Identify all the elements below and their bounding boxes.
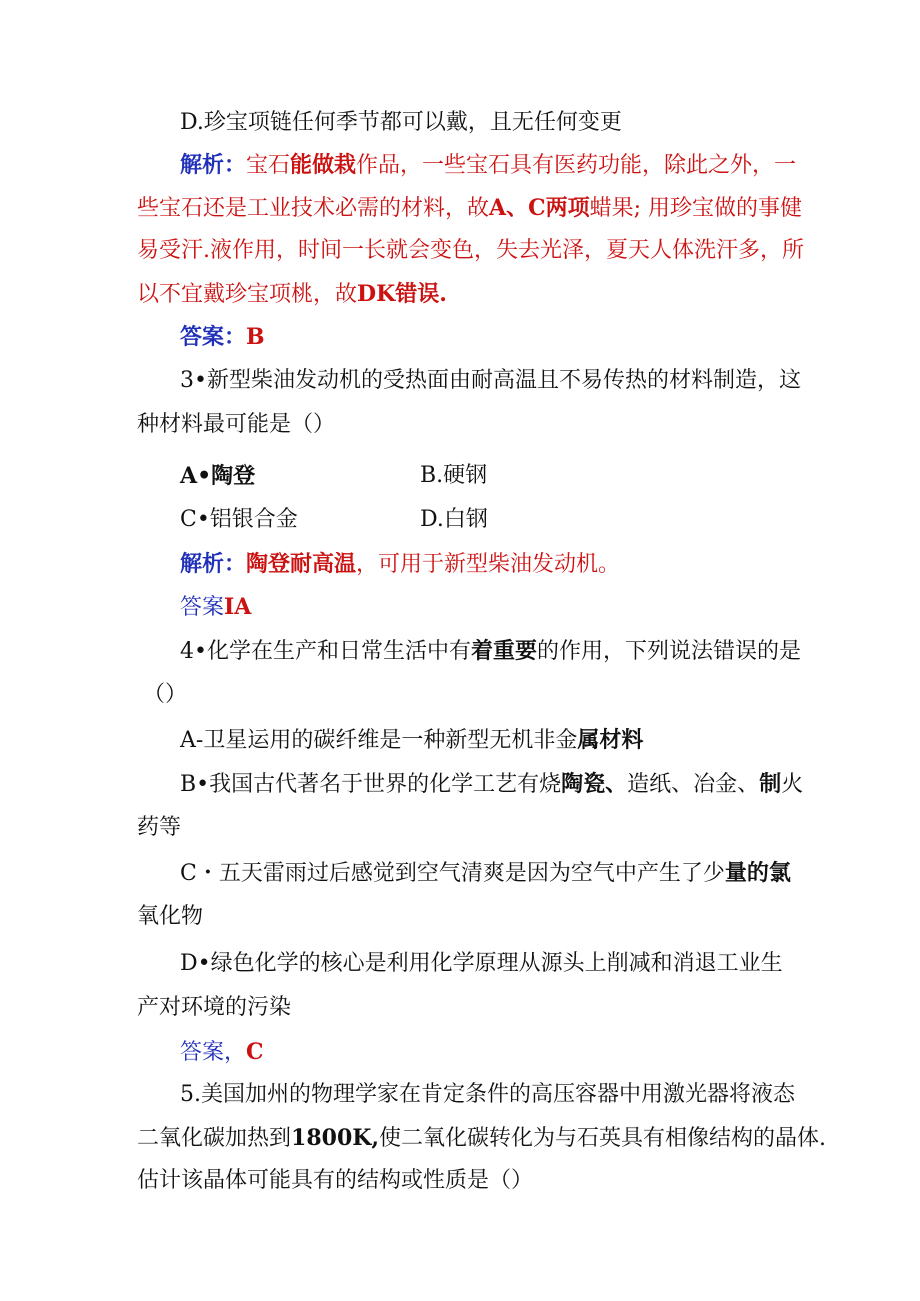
q2-analysis-line-1: 解析：宝石能做栽作品，一些宝石具有医药功能，除此之外，一 bbox=[180, 152, 797, 178]
q4-option-d-line-2: 产对环境的污染 bbox=[137, 995, 292, 1020]
q3-option-c: C•铝银合金 bbox=[180, 507, 298, 532]
q3-option-d: D.白钢 bbox=[420, 507, 488, 532]
q5-stem-line-1: 5.美国加州的物理学家在肯定条件的高压容器中用激光器将液态 bbox=[180, 1082, 795, 1107]
q4-stem-line-2: （） bbox=[143, 682, 188, 707]
q2-answer bbox=[180, 322, 265, 352]
q4-option-b-line-2: 药等 bbox=[137, 815, 182, 840]
q4-option-a: A-卫星运用的碳纤维是一种新型无机非金属材料 bbox=[180, 727, 644, 753]
analysis-label: 解析： bbox=[180, 152, 247, 178]
q4-stem-line-1: 4•化学在生产和日常生活中有着重要的作用，下列说法错误的是 bbox=[180, 638, 802, 664]
answer-value: C bbox=[246, 1039, 264, 1065]
q4-option-d-line-1: D•绿色化学的核心是利用化学原理从源头上削减和消退工业生 bbox=[180, 951, 783, 976]
q3-answer bbox=[180, 592, 251, 622]
q4-option-c-line-2: 氧化物 bbox=[137, 904, 204, 929]
q2-analysis-line-4: 以不宜戴珍宝项桃，故DK错误. bbox=[137, 281, 447, 307]
q5-stem-line-3: 估计该晶体可能具有的结构或性质是（） bbox=[137, 1168, 534, 1193]
analysis-label: 解析： bbox=[180, 551, 247, 577]
q4-option-b-line-1: B•我国古代著名于世界的化学工艺有烧陶瓷、造纸、冶金、制火 bbox=[180, 771, 804, 797]
q4-option-c-line-1: C・五天雷雨过后感觉到空气清爽是因为空气中产生了少量的氯 bbox=[180, 860, 791, 886]
q3-option-b: B.硬钢 bbox=[420, 463, 488, 488]
answer-label: 答案， bbox=[180, 1040, 247, 1065]
answer-label: 答案： bbox=[180, 324, 247, 350]
q3-stem-line-1: 3•新型柴油发动机的受热面由耐高温且不易传热的材料制造，这 bbox=[180, 368, 801, 393]
answer-value: B bbox=[246, 324, 265, 350]
q3-stem-line-2: 种材料最可能是（） bbox=[137, 412, 336, 437]
q2-analysis-line-2: 些宝石还是工业技术必需的材料，故A、C两项蜡果; 用珍宝做的事健 bbox=[137, 195, 803, 221]
q4-answer bbox=[180, 1037, 264, 1067]
q2-option-d: D.珍宝项链任何季节都可以戴，且无任何变更 bbox=[180, 110, 622, 135]
answer-value: IA bbox=[224, 594, 252, 620]
q5-stem-line-2: 二氧化碳加热到1800K,使二氧化碳转化为与石英具有相像结构的晶体. bbox=[137, 1125, 827, 1151]
q2-analysis-line-3: 易受汗.液作用，时间一长就会变色，失去光泽，夏天人体洗汗多，所 bbox=[137, 238, 804, 263]
q3-option-a: A•陶登 bbox=[180, 463, 256, 489]
q3-analysis: 解析：陶登耐高温，可用于新型柴油发动机。 bbox=[180, 551, 621, 577]
answer-label: 答案 bbox=[180, 595, 225, 620]
